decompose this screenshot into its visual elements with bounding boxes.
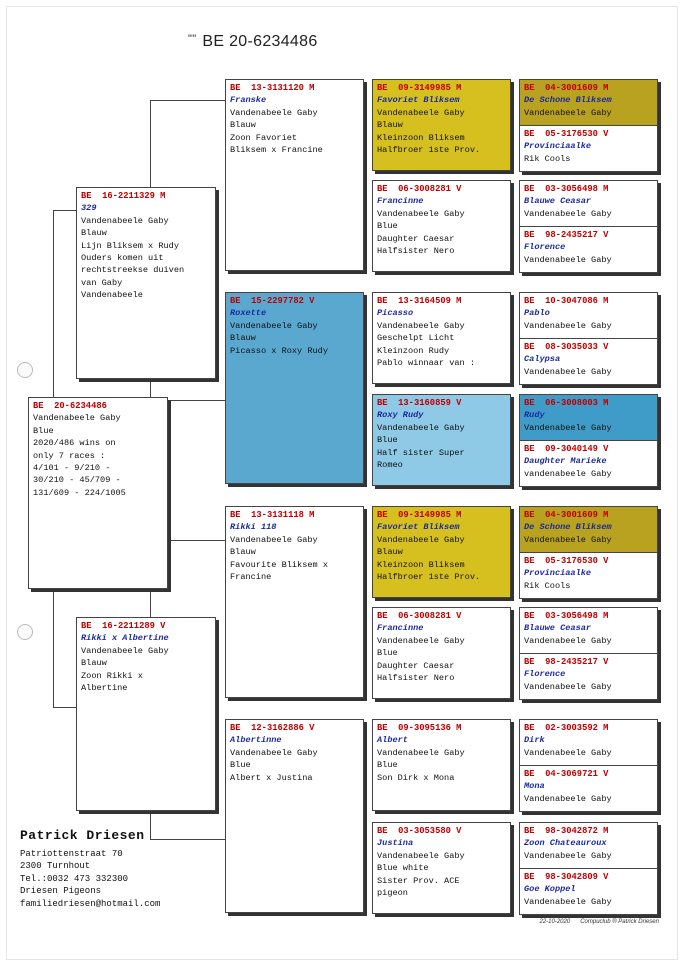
ring-number: BE 12-3162886 V — [230, 723, 315, 733]
ring-number: BE 09-3149985 M — [377, 510, 462, 520]
grandparent-card[interactable] — [225, 79, 364, 271]
breeder: Vandenabeele Gaby — [524, 534, 612, 545]
connector — [53, 210, 76, 211]
breeder: Vandenabeele Gaby — [524, 850, 612, 861]
breeder: Vandenabeele Gaby — [524, 635, 612, 646]
info-line: Bliksem x Francine — [230, 145, 323, 156]
breeder: Vandenabeele Gaby — [524, 208, 612, 219]
info-line: Picasso x Roxy Rudy — [230, 345, 328, 356]
color: Blue — [33, 425, 54, 436]
pigeon-name: Provinciaalke — [524, 141, 592, 152]
info-line: Kleinzoon Rudy — [377, 345, 450, 356]
info-line: 131/609 - 224/1005 — [33, 487, 126, 498]
color: Blue — [230, 760, 251, 771]
color: Blue white — [377, 863, 429, 874]
great-grandparent-card[interactable] — [372, 79, 511, 171]
color: Blue — [377, 221, 398, 232]
ring-number: BE 06-3008281 V — [377, 611, 462, 621]
pigeon-name: Rikki 118 — [230, 522, 277, 533]
breeder: Vandenabeele Gaby — [377, 534, 465, 545]
ring-number: BE 98-2435217 V — [524, 657, 609, 667]
pigeon-name: Albertinne — [230, 735, 282, 746]
title-ring: BE 20-6234486 — [202, 33, 318, 50]
footer — [539, 919, 659, 925]
pigeon-name: Rudy — [524, 410, 545, 421]
breeder: Vandenabeele Gaby — [524, 422, 612, 433]
color: Geschelpt Licht — [377, 333, 455, 344]
ring-number: BE 16-2211329 M — [81, 191, 166, 201]
info-line: Kleinzoon Bliksem — [377, 559, 465, 570]
ancestor-pair[interactable] — [519, 180, 658, 273]
pigeon-name: Franske — [230, 95, 267, 106]
info-line: Ouders komen uit — [81, 253, 164, 264]
ring-number: BE 13-3131118 M — [230, 510, 315, 520]
breeder: Vandenabeele Gaby — [377, 850, 465, 861]
ring-number: BE 04-3069721 V — [524, 769, 609, 779]
breeder: Vandenabeele Gaby — [524, 747, 612, 758]
pigeon-name: Blauwe Ceasar — [524, 623, 592, 634]
ancestor-pair[interactable] — [519, 506, 658, 599]
breeder: Rik Cools — [524, 153, 571, 164]
great-grandparent-card[interactable] — [372, 506, 511, 598]
breeder: Vandenabeele Gaby — [524, 681, 612, 692]
pigeon-name: Roxy Rudy — [377, 410, 424, 421]
breeder: Vandenabeele Gaby — [230, 107, 318, 118]
breeder: Vandenabeele Gaby — [230, 320, 318, 331]
pigeon-name: Favoriet Bliksem — [377, 522, 460, 533]
binder-hole — [17, 624, 33, 640]
ring-number: BE 10-3047086 M — [524, 296, 609, 306]
breeder: Vandenabeele Gaby — [81, 215, 169, 226]
breeder: Vandenabeele Gaby — [524, 107, 612, 118]
owner-city: 2300 Turnhout — [20, 861, 91, 871]
great-grandparent-card[interactable] — [372, 180, 511, 272]
breeder: Vandenabeele Gaby — [524, 320, 612, 331]
ring-number: BE 03-3053580 V — [377, 826, 462, 836]
ring-number: BE 20-6234486 — [33, 401, 107, 411]
pigeon-name: Roxette — [230, 308, 267, 319]
connector — [53, 587, 54, 707]
connector — [53, 707, 76, 708]
grandparent-card[interactable] — [225, 292, 364, 484]
ring-number: BE 05-3176530 V — [524, 129, 609, 139]
pigeon-name: De Schone Bliksem — [524, 522, 612, 533]
pigeon-name: Francinne — [377, 196, 424, 207]
breeder: Vandenabeele Gaby — [377, 422, 465, 433]
info-line: Kleinzoon Bliksem — [377, 132, 465, 143]
info-line: Albertine — [81, 683, 128, 694]
color: Blauw — [81, 228, 107, 239]
info-line: Francine — [230, 572, 272, 583]
pigeon-name: Justina — [377, 838, 414, 849]
footer-date: 22-10-2020 — [539, 919, 571, 925]
info-line: rechtstreekse duiven — [81, 265, 185, 276]
ring-number: BE 09-3095136 M — [377, 723, 462, 733]
breeder: Vandenabeele Gaby — [524, 896, 612, 907]
owner-address: Patriottenstraat 70 — [20, 848, 123, 859]
ring-number: BE 04-3001609 M — [524, 83, 609, 93]
info-line: 2020/486 wins on — [33, 438, 116, 449]
ring-number: BE 15-2297782 V — [230, 296, 315, 306]
great-grandparent-card[interactable] — [372, 822, 511, 914]
pigeon-name: Calypsa — [524, 354, 561, 365]
info-line: only 7 races : — [33, 450, 106, 461]
owner-phone: Tel.:0032 473 332300 — [20, 873, 129, 884]
info-line: Half sister Super — [377, 447, 465, 458]
connector — [150, 100, 151, 188]
ring-number: BE 13-3131120 M — [230, 83, 315, 93]
ring-number: BE 09-3040149 V — [524, 444, 609, 454]
info-line: Lijn Bliksem x Rudy — [81, 240, 179, 251]
pigeon-name: Dirk — [524, 735, 545, 746]
ancestor-pair[interactable] — [519, 394, 658, 487]
great-grandparent-card[interactable] — [372, 719, 511, 811]
color: Blauw — [81, 658, 107, 669]
info-line: Sister Prov. ACE — [377, 875, 460, 886]
breeder: Vandenabeele Gaby — [81, 645, 169, 656]
pigeon-name: 329 — [81, 203, 97, 214]
connector — [53, 210, 54, 400]
ring-number: BE 98-3042809 V — [524, 872, 609, 882]
footer-credit: Compuclub ® Patrick Driesen — [580, 919, 659, 925]
owner-block — [20, 830, 160, 910]
grandparent-card[interactable] — [225, 719, 364, 913]
pigeon-name: De Schone Bliksem — [524, 95, 612, 106]
pigeon-name: Zoon Chateauroux — [524, 838, 607, 849]
great-grandparent-card[interactable] — [372, 394, 511, 486]
color: Blauw — [377, 120, 403, 131]
ancestor-pair[interactable] — [519, 719, 658, 812]
great-grandparent-card[interactable] — [372, 607, 511, 699]
ring-number: BE 03-3056498 M — [524, 184, 609, 194]
info-line: Favourite Bliksem x — [230, 559, 328, 570]
color: Blauw — [377, 547, 403, 558]
ring-number: BE 02-3003592 M — [524, 723, 609, 733]
breeder: Vandenabeele Gaby — [524, 254, 612, 265]
ring-number: BE 16-2211289 V — [81, 621, 166, 631]
color: Blue — [377, 648, 398, 659]
breeder: Vandenabeele Gaby — [230, 534, 318, 545]
dam-card[interactable] — [76, 617, 216, 811]
info-line: van Gaby — [81, 277, 123, 288]
pigeon-name: Pablo — [524, 308, 550, 319]
ancestor-pair[interactable] — [519, 79, 658, 172]
info-line: 30/210 - 45/709 - — [33, 475, 121, 486]
info-line: pigeon — [377, 888, 408, 899]
ring-number: BE 06-3008281 V — [377, 184, 462, 194]
pigeon-name: Picasso — [377, 308, 414, 319]
pigeon-name: Florence — [524, 669, 566, 680]
binder-hole — [17, 362, 33, 378]
color: Blauw — [230, 333, 256, 344]
breeder: Vandenabeele Gaby — [230, 747, 318, 758]
info-line: Albert x Justina — [230, 772, 313, 783]
subject-card[interactable] — [28, 397, 168, 589]
page-title — [188, 33, 318, 51]
pigeon-name: Daughter Marieke — [524, 456, 607, 467]
pigeon-name: Goe Koppel — [524, 884, 576, 895]
info-line: Halfbroer 1ste Prov. — [377, 572, 481, 583]
info-line: 4/101 - 9/210 - — [33, 463, 111, 474]
pigeon-name: Florence — [524, 242, 566, 253]
pigeon-name: Rikki x Albertine — [81, 633, 169, 644]
info-line: Zoon Favoriet — [230, 132, 298, 143]
ring-number: BE 06-3008003 M — [524, 398, 609, 408]
info-line: Son Dirk x Mona — [377, 772, 455, 783]
color: Blue — [377, 760, 398, 771]
title-quote: "" — [188, 33, 197, 45]
ancestor-pair[interactable] — [519, 607, 658, 700]
owner-loft: Driesen Pigeons — [20, 886, 102, 896]
breeder: Vandenabeele Gaby — [524, 793, 612, 804]
ring-number: BE 13-3160859 V — [377, 398, 462, 408]
info-line: Halfsister Nero — [377, 673, 455, 684]
connector — [150, 839, 225, 840]
ring-number: BE 08-3035033 V — [524, 342, 609, 352]
connector — [150, 100, 225, 101]
color: Blauw — [230, 120, 256, 131]
ring-number: BE 13-3164509 M — [377, 296, 462, 306]
pigeon-name: Mona — [524, 781, 545, 792]
ring-number: BE 98-3042872 M — [524, 826, 609, 836]
breeder: Vandenabeele Gaby — [377, 747, 465, 758]
ancestor-pair[interactable] — [519, 292, 658, 385]
breeder: Vandenabeele Gaby — [524, 366, 612, 377]
great-grandparent-card[interactable] — [372, 292, 511, 384]
ring-number: BE 05-3176530 V — [524, 556, 609, 566]
pigeon-name: Provinciaalke — [524, 568, 592, 579]
owner-name: Patrick Driesen — [20, 828, 145, 843]
info-line: Halfsister Nero — [377, 246, 455, 257]
info-line: Halfbroer 1ste Prov. — [377, 145, 481, 156]
info-line: Zoon Rikki x — [81, 670, 143, 681]
ring-number: BE 98-2435217 V — [524, 230, 609, 240]
breeder: vandenabeele Gaby — [524, 468, 612, 479]
breeder: Vandenabeele Gaby — [377, 107, 465, 118]
color: Blauw — [230, 547, 256, 558]
ring-number: BE 04-3001609 M — [524, 510, 609, 520]
color: Blue — [377, 435, 398, 446]
breeder: Vandenabeele Gaby — [33, 413, 121, 424]
info-line: Daughter Caesar — [377, 660, 455, 671]
ancestor-pair[interactable] — [519, 822, 658, 915]
breeder: Vandenabeele Gaby — [377, 208, 465, 219]
breeder: Vandenabeele Gaby — [377, 320, 465, 331]
info-line: Daughter Caesar — [377, 233, 455, 244]
breeder: Rik Cools — [524, 580, 571, 591]
breeder: Vandenabeele Gaby — [377, 635, 465, 646]
pigeon-name: Albert — [377, 735, 408, 746]
pigeon-name: Favoriet Bliksem — [377, 95, 460, 106]
grandparent-card[interactable] — [225, 506, 364, 698]
info-line: Pablo winnaar van : — [377, 358, 475, 369]
ring-number: BE 03-3056498 M — [524, 611, 609, 621]
pigeon-name: Blauwe Ceasar — [524, 196, 592, 207]
ring-number: BE 09-3149985 M — [377, 83, 462, 93]
sire-card[interactable] — [76, 187, 216, 379]
pigeon-name: Francinne — [377, 623, 424, 634]
info-line: Vandenabeele — [81, 290, 143, 301]
info-line: Romeo — [377, 460, 403, 471]
owner-email[interactable]: familiedriesen@hotmail.com — [20, 898, 161, 909]
